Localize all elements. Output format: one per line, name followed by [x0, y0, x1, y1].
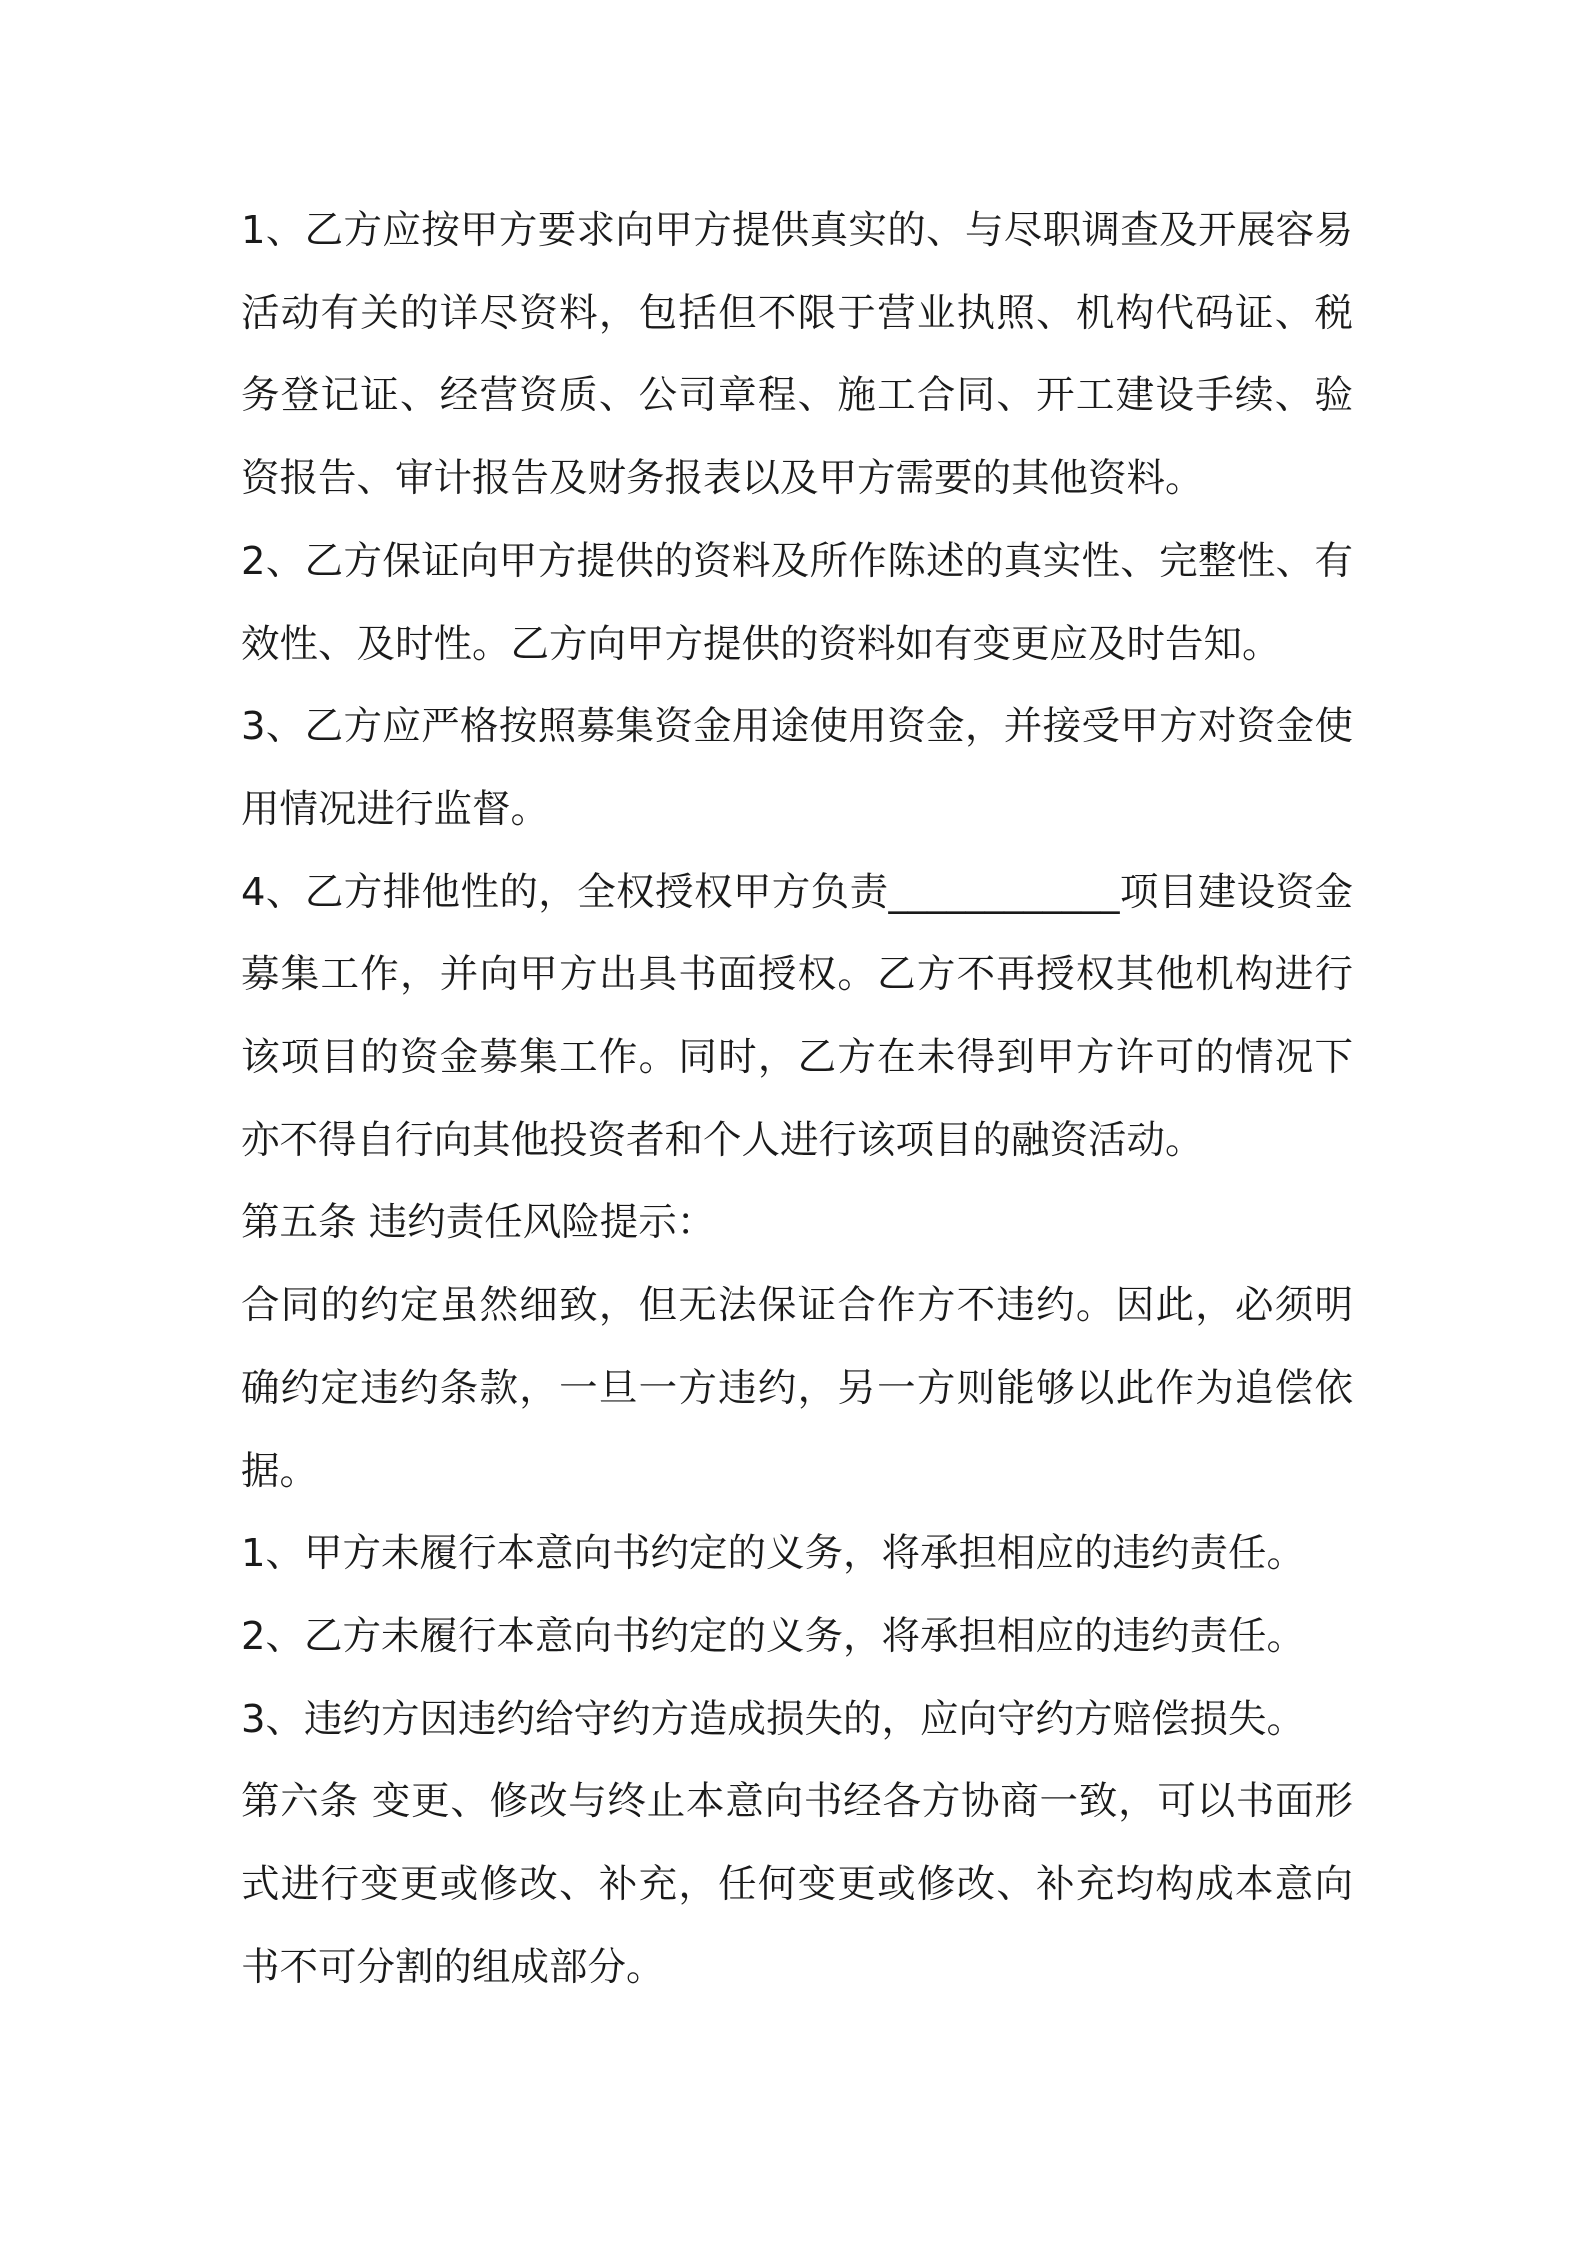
article-5-risk-note: 合同的约定虽然细致，但无法保证合作方不违约。因此，必须明确约定违约条款，一旦一方违约，另一方则能够以此作为追偿依据。 [241, 1283, 1353, 1494]
clause-2-truthfulness: 2、乙方保证向甲方提供的资料及所作陈述的真实性、完整性、有效性、及时性。乙方向甲方提供的资料如有变更应及时告知。 [241, 538, 1353, 667]
clause-4-exclusive-authorization: 4、乙方排他性的，全权授权甲方负责____________项目建设资金募集工作，并向甲方出具书面授权。乙方不再授权其他机构进行该项目的资金募集工作。同时，乙方在未得到甲方许可的情况下亦不得自行向其他投资者和个人进行该项目的融资活动。 [241, 869, 1353, 1163]
article-5-heading: 第五条 违约责任风险提示： [241, 1200, 716, 1246]
breach-item-2: 2、乙方未履行本意向书约定的义务，将承担相应的违约责任。 [241, 1613, 1305, 1659]
breach-item-3: 3、违约方因违约给守约方造成损失的，应向守约方赔偿损失。 [241, 1696, 1305, 1742]
clause-1-materials: 1、乙方应按甲方要求向甲方提供真实的、与尽职调查及开展容易活动有关的详尽资料，包括但不限于营业执照、机构代码证、税务登记证、经营资质、公司章程、施工合同、开工建设手续、验资报告、审计报告及财务报表以及甲方需要的其他资料。 [241, 208, 1353, 502]
document-body [241, 190, 1353, 2009]
breach-item-1: 1、甲方未履行本意向书约定的义务，将承担相应的违约责任。 [241, 1531, 1305, 1577]
clause-3-fund-usage: 3、乙方应严格按照募集资金用途使用资金，并接受甲方对资金使用情况进行监督。 [241, 704, 1353, 832]
article-6-amendment: 第六条 变更、修改与终止本意向书经各方协商一致，可以书面形式进行变更或修改、补充，任何变更或修改、补充均构成本意向书不可分割的组成部分。 [241, 1779, 1353, 1990]
